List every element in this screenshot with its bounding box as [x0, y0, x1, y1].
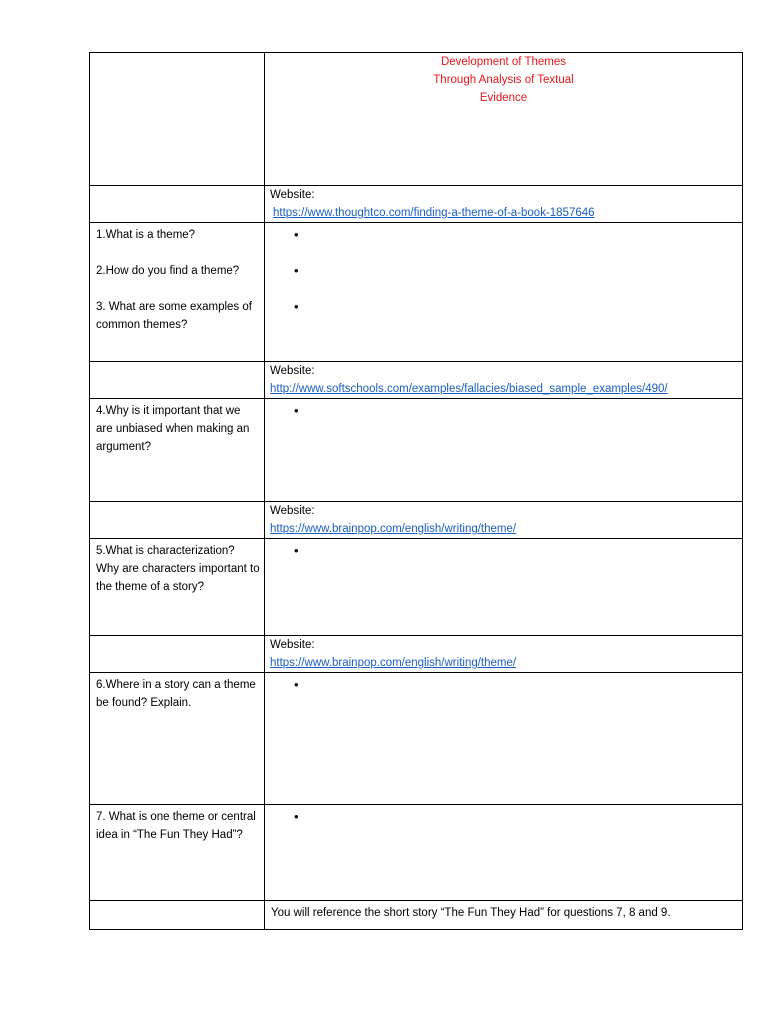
empty-cell — [90, 362, 265, 399]
answer-cell[interactable] — [265, 805, 743, 901]
website-cell — [265, 636, 743, 673]
website-cell — [265, 502, 743, 539]
empty-cell — [90, 502, 265, 539]
answer-cell[interactable] — [265, 223, 743, 362]
bullet-icon: • — [294, 809, 299, 824]
website-label: Website: — [270, 505, 315, 517]
answer-cell[interactable] — [265, 539, 743, 636]
question-cell — [90, 539, 265, 636]
answer-bullet[interactable] — [265, 542, 742, 560]
website-row — [90, 186, 743, 223]
bullet-icon: • — [294, 299, 299, 314]
question-cell — [90, 223, 265, 362]
question-4: 4.Why is it important that we are unbiased when making an argument? — [96, 405, 250, 453]
bullet-icon: • — [294, 543, 299, 558]
question-3: 3. What are some examples of common themes? — [96, 301, 252, 331]
title-row — [90, 53, 743, 186]
answer-cell[interactable] — [265, 673, 743, 805]
question-5: 5.What is characterization? Why are characters important to the theme of a story? — [96, 545, 260, 593]
question-2: 2.How do you find a theme? — [96, 265, 240, 277]
question-row — [90, 805, 743, 901]
answer-bullet[interactable] — [265, 298, 742, 316]
question-row — [90, 399, 743, 502]
question-row — [90, 673, 743, 805]
title-line-3: Evidence — [479, 92, 528, 104]
website-link[interactable]: https://www.brainpop.com/english/writing/theme/ — [270, 657, 517, 669]
answer-bullet[interactable] — [265, 262, 742, 280]
answer-bullets — [265, 226, 742, 316]
website-link[interactable]: https://www.thoughtco.com/finding-a-theme-of-a-book-1857646 — [273, 207, 595, 219]
website-label: Website: — [270, 365, 315, 377]
website-row — [90, 502, 743, 539]
website-cell — [265, 362, 743, 399]
answer-bullets — [265, 542, 742, 560]
website-row — [90, 362, 743, 399]
question-7: 7. What is one theme or central idea in “The Fun They Had”? — [96, 811, 256, 841]
bullet-icon: • — [294, 403, 299, 418]
empty-cell — [90, 636, 265, 673]
question-cell — [90, 673, 265, 805]
question-cell — [90, 805, 265, 901]
bullet-icon: • — [294, 677, 299, 692]
question-1: 1.What is a theme? — [96, 229, 196, 241]
website-link[interactable]: http://www.softschools.com/examples/fallacies/biased_sample_examples/490/ — [270, 383, 668, 395]
bullet-icon: • — [294, 263, 299, 278]
website-link[interactable]: https://www.brainpop.com/english/writing/theme/ — [270, 523, 517, 535]
answer-bullet[interactable] — [265, 402, 742, 420]
website-label: Website: — [270, 189, 315, 201]
empty-cell — [90, 53, 265, 186]
bullet-icon: • — [294, 227, 299, 242]
website-row — [90, 636, 743, 673]
website-label: Website: — [270, 639, 315, 651]
question-cell — [90, 399, 265, 502]
answer-bullet[interactable] — [265, 808, 742, 826]
website-cell — [265, 186, 743, 223]
title-line-2: Through Analysis of Textual — [433, 74, 574, 86]
answer-cell[interactable] — [265, 399, 743, 502]
question-row — [90, 223, 743, 362]
reference-note: You will reference the short story “The Fun They Had” for questions 7, 8 and 9. — [265, 901, 743, 930]
worksheet-table — [89, 52, 743, 930]
answer-bullets — [265, 808, 742, 826]
answer-bullets — [265, 676, 742, 694]
empty-cell — [90, 901, 265, 930]
note-row — [90, 901, 743, 930]
worksheet-title — [265, 53, 743, 186]
answer-bullets — [265, 402, 742, 420]
question-6: 6.Where in a story can a theme be found? Explain. — [96, 679, 256, 709]
empty-cell — [90, 186, 265, 223]
answer-bullet[interactable] — [265, 676, 742, 694]
question-row — [90, 539, 743, 636]
title-line-1: Development of Themes — [440, 56, 567, 68]
answer-bullet[interactable] — [265, 226, 742, 244]
